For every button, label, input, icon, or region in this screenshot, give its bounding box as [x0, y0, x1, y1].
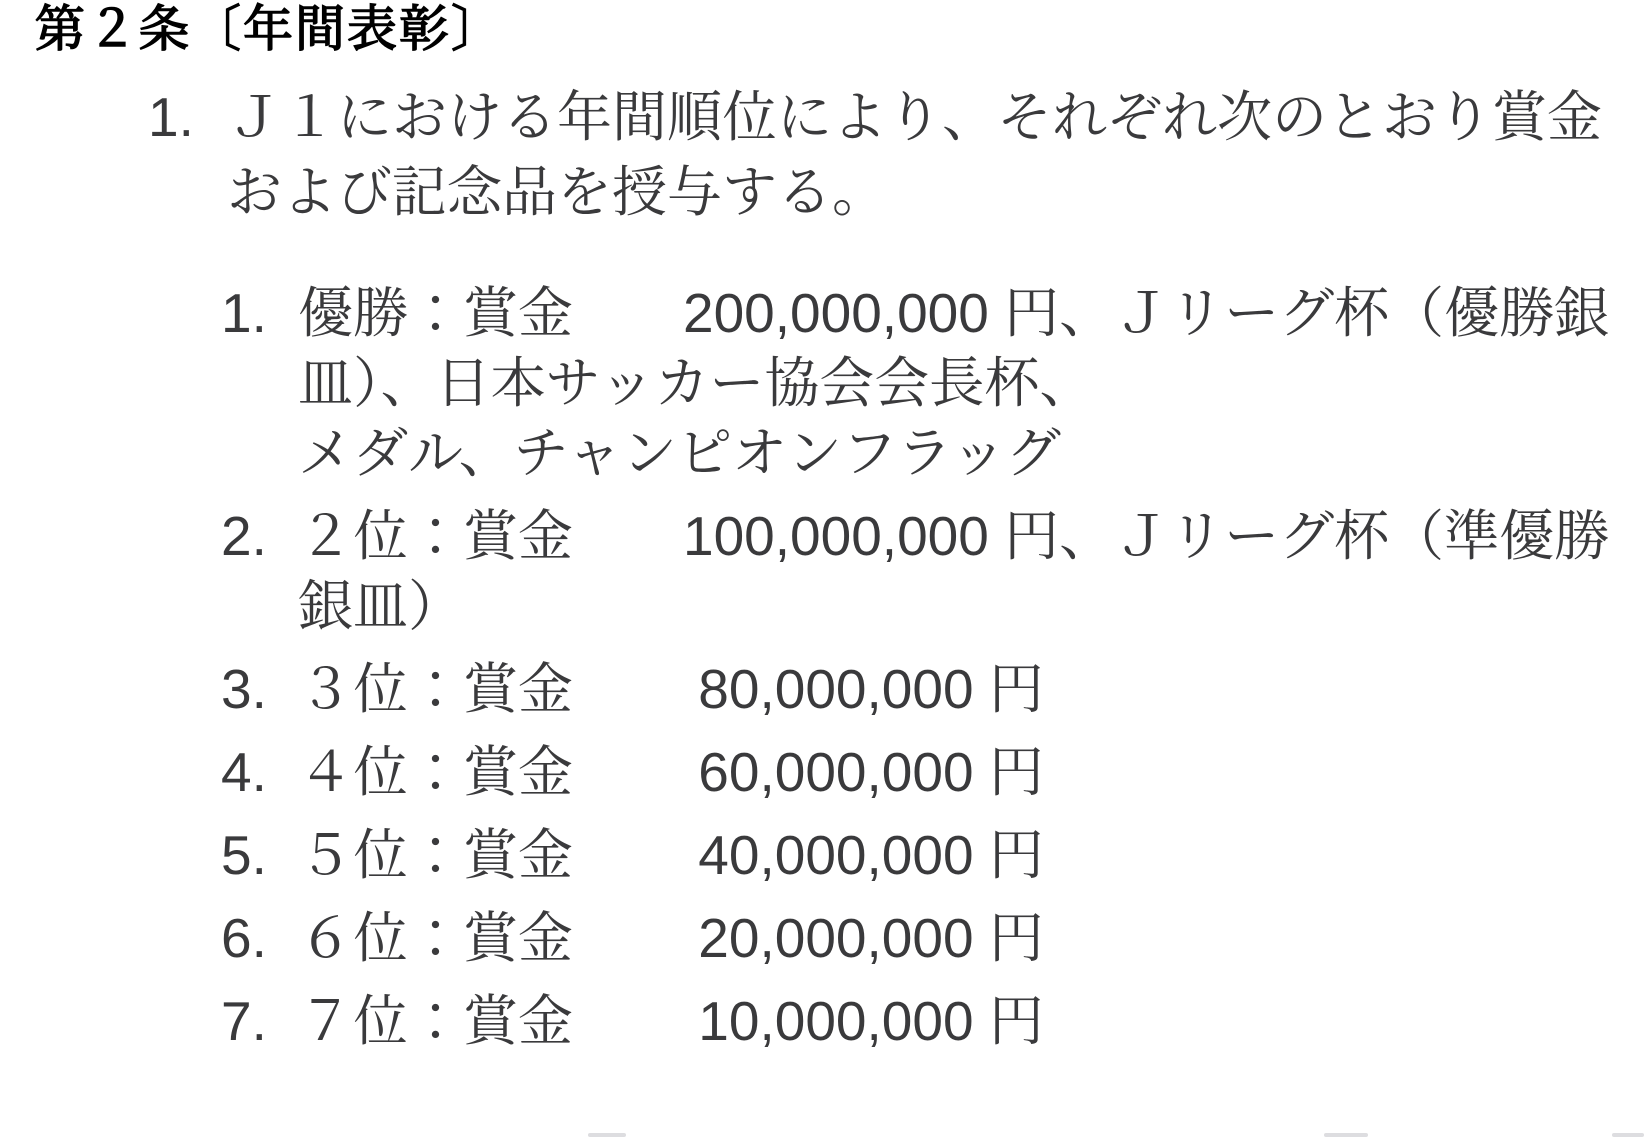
- award-text: [298, 654, 1644, 724]
- cropped-next-line-fragment: [1324, 1133, 1368, 1137]
- award-line: メダル、チャンピオンフラッグ: [298, 422, 1061, 484]
- award-number: 2.: [221, 505, 267, 567]
- award-number: 6.: [221, 907, 267, 969]
- article-heading: 第２条〔年間表彰〕: [35, 1, 503, 57]
- award-item-1st: [221, 278, 1644, 488]
- award-line: ５位：賞金 40,000,000 円: [298, 824, 1044, 886]
- clause-content: [221, 80, 1644, 1069]
- award-line: ４位：賞金 60,000,000 円: [298, 741, 1044, 803]
- cropped-next-line-fragment: [588, 1133, 626, 1137]
- award-item-6th: [221, 903, 1644, 973]
- award-line: ３位：賞金 80,000,000 円: [298, 658, 1044, 720]
- award-number: 5.: [221, 824, 267, 886]
- award-line: ６位：賞金 20,000,000 円: [298, 907, 1044, 969]
- award-line: ７位：賞金 10,000,000 円: [298, 990, 1044, 1052]
- clause-text-line: および記念品を授与する。: [227, 161, 888, 223]
- cropped-next-line-fragment: [1612, 1133, 1644, 1137]
- clause-number: 1.: [148, 86, 194, 148]
- award-text: [298, 737, 1644, 807]
- award-item-2nd: [221, 501, 1644, 641]
- award-item-3rd: [221, 654, 1644, 724]
- award-number: 1.: [221, 282, 267, 344]
- award-text: [298, 986, 1644, 1056]
- award-text: [298, 903, 1644, 973]
- award-line: 皿）、日本サッカー協会会長杯、: [298, 352, 1095, 414]
- award-number: 4.: [221, 741, 267, 803]
- award-line: 銀皿）: [298, 575, 464, 637]
- clause-text-line: Ｊ１における年間順位により、それぞれ次のとおり賞金: [227, 86, 1603, 148]
- award-line: 優勝：賞金 200,000,000 円、Ｊリーグ杯（優勝銀: [298, 282, 1610, 344]
- award-text: [298, 501, 1644, 641]
- clause-item: [0, 80, 1644, 1069]
- clause-list: [0, 80, 1644, 1069]
- award-number: 7.: [221, 990, 267, 1052]
- award-item-5th: [221, 820, 1644, 890]
- award-number: 3.: [221, 658, 267, 720]
- award-list: [221, 278, 1644, 1056]
- award-item-4th: [221, 737, 1644, 807]
- clause-text: [227, 80, 1644, 230]
- award-text: [298, 820, 1644, 890]
- award-text: [298, 278, 1644, 488]
- award-line: ２位：賞金 100,000,000 円、Ｊリーグ杯（準優勝: [298, 505, 1610, 567]
- award-item-7th: [221, 986, 1644, 1056]
